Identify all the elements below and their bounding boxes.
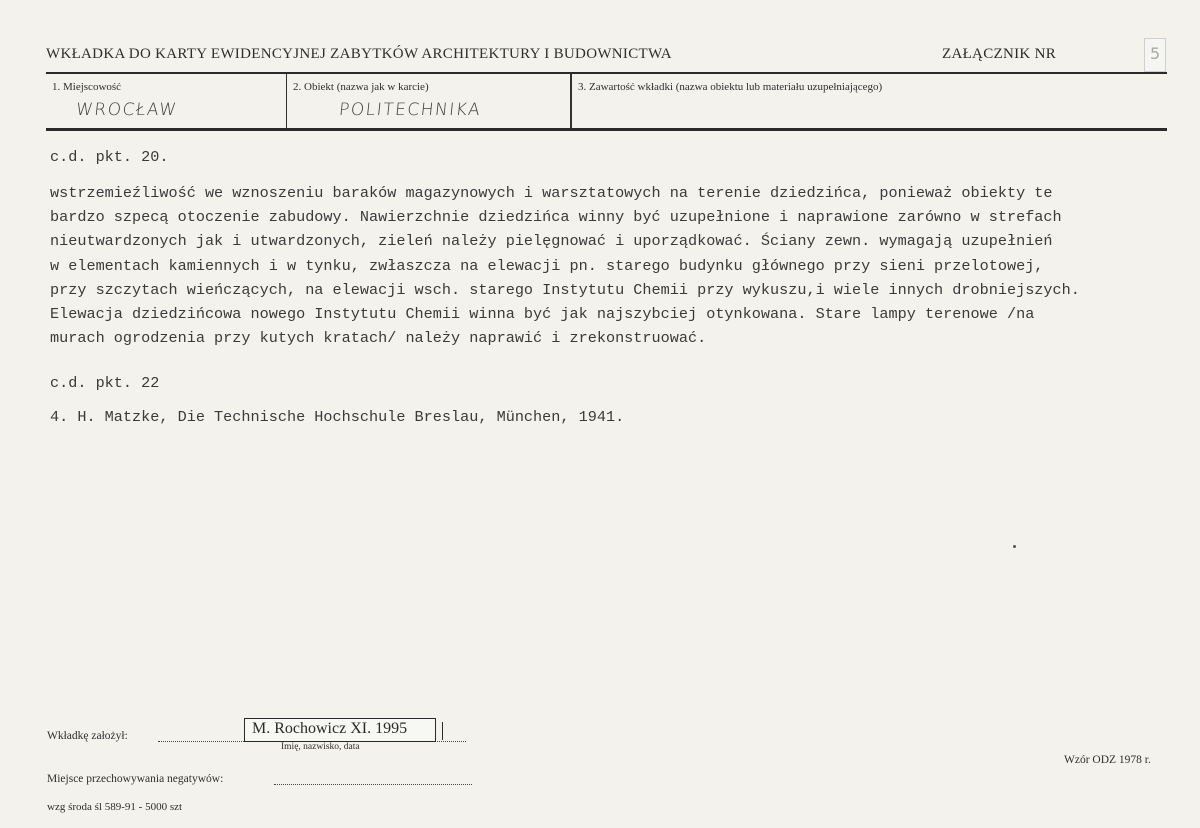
- body-line: Elewacja dziedzińcowa nowego Instytutu Chemii winna być jak najszybciej otynkowana. Stare lampy terenowe /na: [50, 305, 1035, 324]
- body-line: wstrzemieźliwość we wznoszeniu baraków magazynowych i warsztatowych na terenie dziedzińca, ponieważ obiekty te: [50, 184, 1053, 202]
- object-cell: [286, 74, 571, 128]
- name-stamp: [244, 718, 436, 742]
- stamp-tick: [442, 722, 443, 740]
- form-title: WKŁADKA DO KARTY EWIDENCYJNEJ ZABYTKÓW ARCHITEKTURY I BUDOWNICTWA: [46, 46, 672, 62]
- locality-label: 1. Miejscowość: [52, 81, 122, 93]
- annex-number-box: [1144, 38, 1166, 72]
- print-info: wzg środa śl 589-91 - 5000 szt: [47, 801, 183, 813]
- negatives-dotted-line: [274, 784, 472, 785]
- annex-number: 5: [1150, 44, 1161, 63]
- created-by-value: M. Rochowicz XI. 1995: [252, 720, 408, 737]
- annex-label: ZAŁĄCZNIK NR: [942, 46, 1057, 62]
- object-label: 2. Obiekt (nazwa jak w karcie): [293, 81, 429, 93]
- body-line: bardzo szpecą otoczenie zabudowy. Nawierzchnie dziedzińca winny być uzupełnione i naprawione zarówno w strefach: [50, 208, 1062, 227]
- object-value: POLITECHNIKA: [337, 100, 483, 120]
- body-line: nieutwardzonych jak i utwardzonych, zieleń należy pielęgnować i uporządkować. Ściany zewn. wymagają uzupełnień: [50, 232, 1053, 251]
- negatives-location-label: Miejsce przechowywania negatywów:: [47, 773, 224, 785]
- name-date-caption: Imię, nazwisko, data: [281, 742, 360, 752]
- created-by-label: Wkładkę założył:: [47, 730, 128, 742]
- body-line: murach ogrodzenia przy kutych kratach/ należy naprawić i zrekonstruować.: [50, 329, 707, 348]
- body-text: [50, 181, 1080, 350]
- locality-cell: [46, 74, 286, 128]
- locality-value: WROCŁAW: [74, 100, 179, 120]
- content-cell: [570, 74, 1169, 128]
- section-heading-22: c.d. pkt. 22: [50, 374, 160, 392]
- paper-speck: [1013, 545, 1016, 548]
- content-label: 3. Zawartość wkładki (nazwa obiektu lub materiału uzupełniającego): [578, 81, 883, 93]
- body-line: w elementach kamiennych i w tynku, zwłaszcza na elewacji pn. starego budynku głównego przy sieni przelotowej,: [50, 256, 1044, 275]
- form-model-label: Wzór ODZ 1978 r.: [1064, 754, 1151, 766]
- body-line: przy szczytach wieńczących, na elewacji wsch. starego Instytutu Chemii przy wykuszu,i wiele innych drobniejszych.: [50, 280, 1080, 299]
- bibliography-reference: 4. H. Matzke, Die Technische Hochschule Breslau, München, 1941.: [50, 408, 625, 426]
- header-fields-table: [46, 72, 1167, 131]
- section-heading-20: c.d. pkt. 20.: [50, 148, 169, 166]
